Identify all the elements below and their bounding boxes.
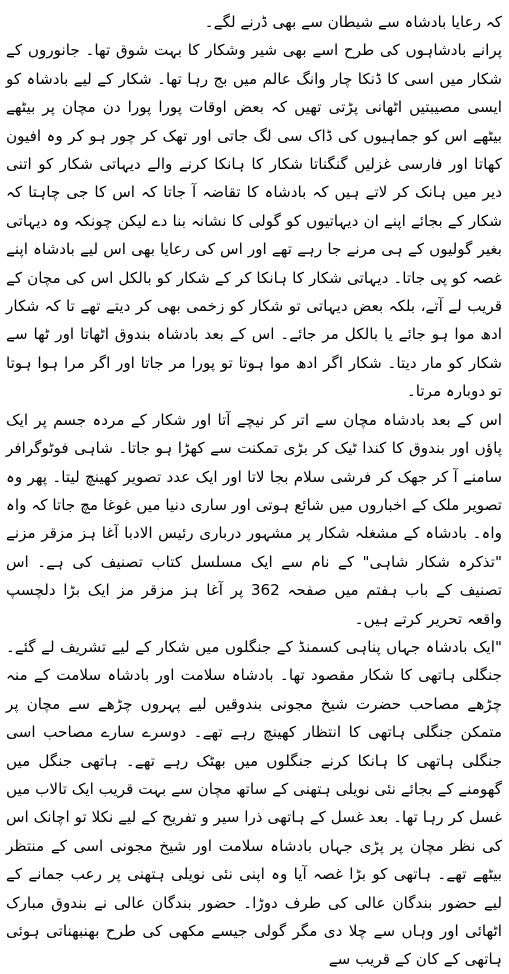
paragraph-hunting-passion: پرانے بادشاہوں کی طرح اسے بھی شیر وشکار کا بہت شوق تھا۔ جانوروں کے شکار میں اسی کا ڈنکا چار وانگ عالم میں بج رہا تھا۔ شکار کے لیے بادشاہ کو ایسی مصیبتیں اٹھانی پڑتی تھیں کہ بعض اوقات پورا پورا دن مچان پر بیٹھے بیٹھے اس کو جماہیوں کی ڈاک سی لگ جاتی اور تھک کر چور ہو کر وہ افیون کھاتا اور فارسی غزلیں گنگناتا شکار کا ہانکا کرنے والے دیہاتی شکار کو اتنی دیر میں ہانک کر لاتے ہیں کہ بادشاہ کا تقاضہ آ جاتا کہ اس کا جی چاہتا کہ شکار کے بجائے اپنے ان دیہاتیوں کو گولی کا نشانہ بنا دے لیکن چونکہ وہ دیہاتی بغیر گولیوں کے ہی مرنے جا رہے تھے اور اس کی رعایا بھی اس لیے بادشاہ اپنے غصہ کو پی جاتا۔ دیہاتی شکار کا ہانکا کر کے شکار کو بالکل اس کی مچان کے قریب لے آتے، بلکہ بعض دیہاتی تو شکار کو زخمی بھی کر دیتے تھے تا کہ شکار ادھ موا ہو جائے یا بالکل مر جائے۔ اس کے بعد بادشاہ بندوق اٹھاتا اور ٹھا سے شکار کو مار دیتا۔ شکار اگر ادھ موا ہوتا تو پورا مر جاتا اور اگر مرا ہوا ہوتا تو دوبارہ مرتا۔ [6, 41, 502, 401]
paragraph-quoted-account: "ایک بادشاہ جہاں پناہی کسمنڈ کے جنگلوں میں شکار کے لیے تشریف لے گئے۔ جنگلی ہاتھی کا شکار مقصود تھا۔ بادشاہ سلامت اور بادشاہ سلامت کے منہ چڑھے مصاحب حضرت شیخ مجونی بندوقیں لیے پہروں چڑھے سے مچان پر متمکن جنگلی ہاتھی کا انتظار کھینچ رہے تھے۔ دوسرے سارے مصاحب اسی جنگلی ہاتھی کا ہانکا کرنے جنگلوں میں بھٹک رہے تھے۔ ہاتھی جنگل میں گھومنے کے بجائے نئی نویلی ہتھنی کے ساتھ مچان سے بہت قریب ایک تالاب میں غسل کر رہا تھا۔ بعد غسل کے ہاتھی ذرا سیر و تفریح کے لیے نکلا تو اچانک اس کی نظر مچان پر پڑی جہاں بادشاہ سلامت اور شیخ مجونی اسی کے منتظر بیٹھے تھے۔ ہاتھی کو بڑا غصہ آیا وہ اپنی نئی نویلی ہتھنی پر رعب جمانے کے لیے حضور بندگان عالی کی طرف دوڑا۔ حضور بندگان عالی نے بندوق مبارک اٹھائی اور وہاں سے چلا دی مگر گولی جیسے مکھی کی طرح بھنبھناتی ہوئی ہاتھی کے کان کے قریب سے [6, 637, 502, 969]
paragraph-intro-line: کہ رعایا بادشاہ سے شیطان سے بھی ڈرنے لگے۔ [204, 13, 502, 31]
paragraph-after-the-kill: اس کے بعد بادشاہ مچان سے اتر کر نیچے آتا اور شکار کے مردہ جسم پر ایک پاؤں اور بندوق کا کندا ٹیک کر بڑی تمکنت سے کھڑا ہو جاتا۔ شاہی فوٹوگرافر سامنے آ کر جھک کر فرشی سلام بجا لاتا اور ایک عدد تصویر کھینچ لیتا۔ پھر وہ تصویر ملک کے اخباروں میں شائع ہوتی اور ساری دنیا میں غوغا مچ جاتا کہ واہ واہ۔ بادشاہ کے مشغلہ شکار پر مشہور درباری رئیس الادبا آغا ہز مزقر مزنے "تذکرہ شکار شاہی" کے نام سے ایک مسلسل کتاب تصنیف کی ہے۔ اس تصنیف کے باب ہفتم میں صفحہ 362 پر آغا ہز مزقر مز ایک بڑا دلچسپ واقعہ تحریر کرتے ہیں۔ [6, 410, 502, 628]
